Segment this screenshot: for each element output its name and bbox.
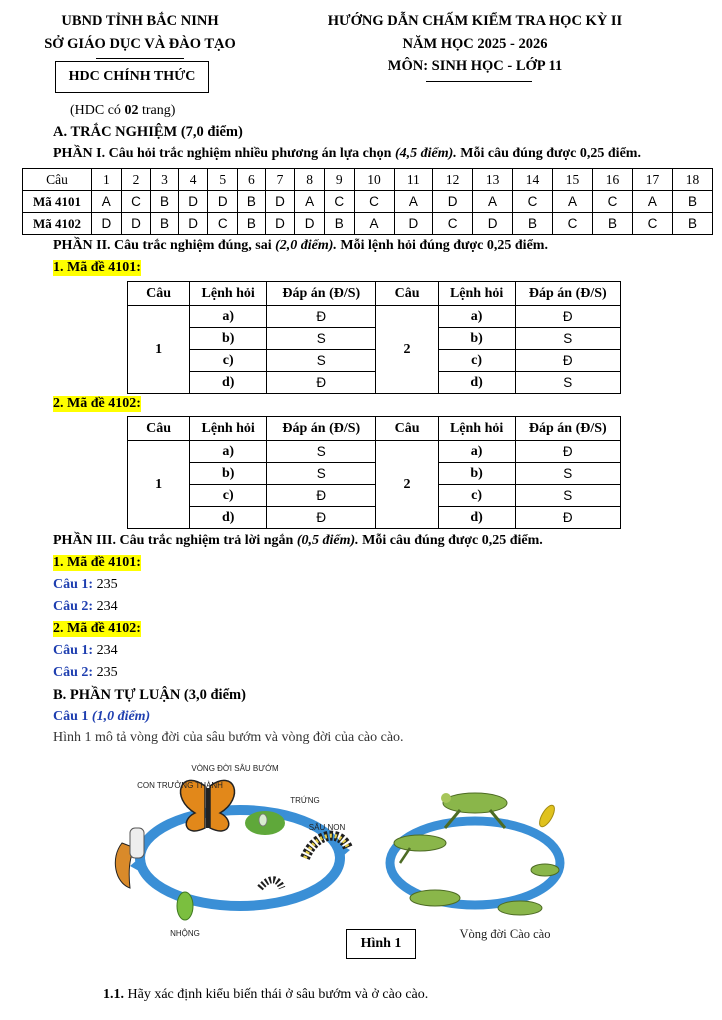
mc-answer-cell: A: [553, 191, 593, 213]
mc-question-number: 7: [265, 169, 295, 191]
grasshopper-bottom-right-icon: [498, 901, 542, 915]
tf-table-4102: [127, 416, 621, 529]
tf-answer-cell: Đ: [515, 306, 620, 328]
mc-answer-table: [22, 168, 713, 235]
section-b-title: B. PHẦN TỰ LUẬN (3,0 điểm): [53, 687, 246, 703]
mc-answer-cell: B: [592, 213, 632, 235]
mc-answer-cell: D: [394, 213, 433, 235]
cycle-title-label: VÒNG ĐỜI SÂU BƯỚM: [191, 764, 279, 773]
larva-label: SÂU NON: [308, 823, 346, 832]
part3-heading: PHẦN III. Câu trắc nghiệm trả lời ngắn (0,5 điểm). Mỗi câu đúng được 0,25 điểm.: [53, 533, 543, 548]
tf-statement-label: a): [190, 441, 267, 463]
mc-answer-cell: B: [151, 191, 179, 213]
header-left-line2: SỞ GIÁO DỤC VÀ ĐÀO TẠO: [44, 36, 236, 52]
tf-statement-label: a): [438, 306, 515, 328]
tf-header-cell: Câu: [376, 417, 438, 441]
tf-row: [128, 350, 621, 372]
header-left-underline: [96, 58, 184, 59]
pages-note: (HDC có 02 trang): [70, 103, 176, 118]
tf-header-cell: Câu: [376, 282, 438, 306]
mc-answer-cell: A: [473, 191, 513, 213]
tf-row: [128, 328, 621, 350]
life-cycle-figure: [100, 758, 600, 958]
mc-question-number: 10: [354, 169, 394, 191]
tf-header-row: [128, 417, 621, 441]
mc-row-label: Mã 4101: [23, 191, 92, 213]
tf-set1-title: 1. Mã đề 4101:: [53, 260, 141, 275]
short-set2-q1: Câu 1: 234: [53, 643, 118, 658]
mc-question-number: 12: [433, 169, 473, 191]
tf-answer-cell: S: [267, 463, 376, 485]
mc-header-label: Câu: [23, 169, 92, 191]
tf-question-number: 1: [128, 441, 190, 529]
mc-answer-cell: C: [433, 213, 473, 235]
mc-answer-cell: D: [265, 213, 295, 235]
tf-row: [128, 441, 621, 463]
tf-header-cell: Đáp án (Đ/S): [267, 282, 376, 306]
mc-row-4101: [23, 191, 713, 213]
life-cycle-illustration: [100, 758, 600, 958]
mc-answer-cell: B: [672, 213, 712, 235]
small-caterpillar-icon: [260, 880, 282, 888]
tf-statement-label: d): [438, 372, 515, 394]
tf-statement-label: d): [190, 507, 267, 529]
mc-answer-cell: C: [121, 191, 151, 213]
mc-question-number: 16: [592, 169, 632, 191]
mc-question-number: 11: [394, 169, 433, 191]
mc-answer-cell: C: [513, 191, 553, 213]
short-set2-q2: Câu 2: 235: [53, 665, 118, 680]
short-set2-title: 2. Mã đề 4102:: [53, 621, 141, 636]
egg-pod-icon: [537, 803, 558, 829]
short-set1-title: 1. Mã đề 4101:: [53, 555, 141, 570]
egg-leaf-icon: [245, 811, 285, 835]
mc-answer-cell: D: [208, 191, 238, 213]
mc-question-number: 9: [324, 169, 354, 191]
tf-answer-cell: Đ: [267, 372, 376, 394]
mc-answer-cell: A: [92, 191, 122, 213]
mc-answer-cell: C: [553, 213, 593, 235]
tf-statement-label: b): [190, 328, 267, 350]
mc-answer-cell: D: [265, 191, 295, 213]
mc-answer-cell: A: [632, 191, 672, 213]
mc-answer-cell: A: [354, 213, 394, 235]
mc-question-number: 1: [92, 169, 122, 191]
tf-answer-cell: S: [515, 372, 620, 394]
mc-question-number: 4: [178, 169, 208, 191]
tf-header-cell: Lệnh hỏi: [438, 417, 515, 441]
mc-answer-cell: D: [121, 213, 151, 235]
tf-header-cell: Đáp án (Đ/S): [267, 417, 376, 441]
part2-heading: PHẦN II. Câu trắc nghiệm đúng, sai (2,0 điểm). Mỗi lệnh hỏi đúng được 0,25 điểm.: [53, 238, 548, 253]
tf-answer-cell: S: [267, 350, 376, 372]
header-left-line1: UBND TỈNH BẮC NINH: [61, 13, 219, 29]
tf-answer-cell: Đ: [515, 441, 620, 463]
tf-answer-cell: Đ: [267, 306, 376, 328]
tf-header-cell: Câu: [128, 417, 190, 441]
mc-row-4102: [23, 213, 713, 235]
short-set1-q2: Câu 2: 234: [53, 599, 118, 614]
tf-statement-label: c): [438, 350, 515, 372]
mc-answer-cell: C: [592, 191, 632, 213]
tf-header-row: [128, 282, 621, 306]
mc-answer-cell: D: [92, 213, 122, 235]
tf-answer-cell: Đ: [515, 350, 620, 372]
tf-row: [128, 372, 621, 394]
mc-answer-cell: D: [295, 213, 325, 235]
mc-question-number: 13: [473, 169, 513, 191]
header-right-line3: MÔN: SINH HỌC - LỚP 11: [387, 58, 563, 74]
tf-answer-cell: S: [515, 485, 620, 507]
mc-answer-cell: B: [513, 213, 553, 235]
mc-answer-cell: B: [238, 213, 266, 235]
mc-answer-cell: B: [238, 191, 266, 213]
tf-header-cell: Đáp án (Đ/S): [515, 282, 620, 306]
tf-answer-cell: S: [515, 463, 620, 485]
pupa-label: NHỘNG: [170, 929, 200, 938]
pupa-icon: [177, 892, 193, 920]
short-set1-q1: Câu 1: 235: [53, 577, 118, 592]
tf-header-cell: Đáp án (Đ/S): [515, 417, 620, 441]
grasshopper-cycle-ring: [390, 821, 560, 905]
tf-answer-cell: Đ: [515, 507, 620, 529]
tf-statement-label: c): [438, 485, 515, 507]
mc-question-number: 5: [208, 169, 238, 191]
tf-row: [128, 306, 621, 328]
mc-answer-cell: C: [324, 191, 354, 213]
tf-answer-cell: S: [515, 328, 620, 350]
mc-answer-cell: B: [324, 213, 354, 235]
tf-statement-label: b): [190, 463, 267, 485]
tf-table-4101: [127, 281, 621, 394]
tf-header-cell: Câu: [128, 282, 190, 306]
tf-statement-label: a): [438, 441, 515, 463]
tf-statement-label: d): [438, 507, 515, 529]
header-right-line1: HƯỚNG DẪN CHẤM KIỂM TRA HỌC KỲ II: [327, 13, 623, 29]
mc-answer-cell: D: [473, 213, 513, 235]
tf-row: [128, 485, 621, 507]
tf-answer-cell: Đ: [267, 507, 376, 529]
tf-statement-label: d): [190, 372, 267, 394]
tf-statement-label: c): [190, 350, 267, 372]
mc-answer-cell: C: [354, 191, 394, 213]
tf-statement-label: a): [190, 306, 267, 328]
tf-statement-label: c): [190, 485, 267, 507]
mc-question-number: 17: [632, 169, 672, 191]
nymph-right-icon: [531, 864, 559, 876]
mc-question-number: 6: [238, 169, 266, 191]
tf-header-cell: Lệnh hỏi: [190, 282, 267, 306]
mc-answer-cell: B: [151, 213, 179, 235]
mc-question-number: 15: [553, 169, 593, 191]
mc-answer-cell: D: [178, 213, 208, 235]
official-box: HDC CHÍNH THỨC: [55, 61, 209, 93]
mc-question-number: 14: [513, 169, 553, 191]
egg-label: TRỨNG: [290, 796, 320, 805]
section-a-title: A. TRẮC NGHIỆM (7,0 điểm): [53, 124, 243, 140]
grasshopper-left-icon: [394, 835, 446, 863]
mc-answer-cell: D: [178, 191, 208, 213]
q1-heading: Câu 1 (1,0 điểm): [53, 709, 151, 724]
tf-question-number: 2: [376, 441, 438, 529]
mc-question-number: 2: [121, 169, 151, 191]
mc-question-number: 8: [295, 169, 325, 191]
tf-question-number: 1: [128, 306, 190, 394]
part1-heading: PHẦN I. Câu hỏi trắc nghiệm nhiều phương án lựa chọn (4,5 điểm). Mỗi câu đúng được 0,25 điểm.: [53, 146, 641, 161]
tf-answer-cell: S: [267, 441, 376, 463]
grasshopper-bottom-left-icon: [410, 890, 460, 906]
mc-answer-cell: A: [295, 191, 325, 213]
tf-row: [128, 507, 621, 529]
question-1-1: 1.1. Hãy xác định kiểu biến thái ở sâu bướm và ở cào cào.: [103, 987, 429, 1002]
figure-caption: Hình 1: [346, 929, 416, 959]
tf-statement-label: b): [438, 463, 515, 485]
tf-header-cell: Lệnh hỏi: [190, 417, 267, 441]
q1-description: Hình 1 mô tả vòng đời của sâu bướm và vòng đời của cào cào.: [53, 730, 404, 745]
mc-answer-cell: A: [394, 191, 433, 213]
grasshopper-caption: Vòng đời Cào cào: [459, 927, 551, 941]
mc-answer-cell: D: [433, 191, 473, 213]
tf-answer-cell: Đ: [267, 485, 376, 507]
tf-row: [128, 463, 621, 485]
adult-label: CON TRƯỞNG THÀNH: [137, 781, 223, 790]
header-right-line2: NĂM HỌC 2025 - 2026: [402, 36, 548, 52]
tf-answer-cell: S: [267, 328, 376, 350]
tf-set2-title: 2. Mã đề 4102:: [53, 396, 141, 411]
tf-header-cell: Lệnh hỏi: [438, 282, 515, 306]
mc-row-label: Mã 4102: [23, 213, 92, 235]
mc-header-row: [23, 169, 713, 191]
header-right-underline: [426, 81, 532, 82]
mc-question-number: 3: [151, 169, 179, 191]
mc-answer-cell: C: [208, 213, 238, 235]
mc-answer-cell: B: [672, 191, 712, 213]
emerging-butterfly-icon: [115, 828, 144, 888]
tf-statement-label: b): [438, 328, 515, 350]
tf-question-number: 2: [376, 306, 438, 394]
mc-question-number: 18: [672, 169, 712, 191]
mc-answer-cell: C: [632, 213, 672, 235]
